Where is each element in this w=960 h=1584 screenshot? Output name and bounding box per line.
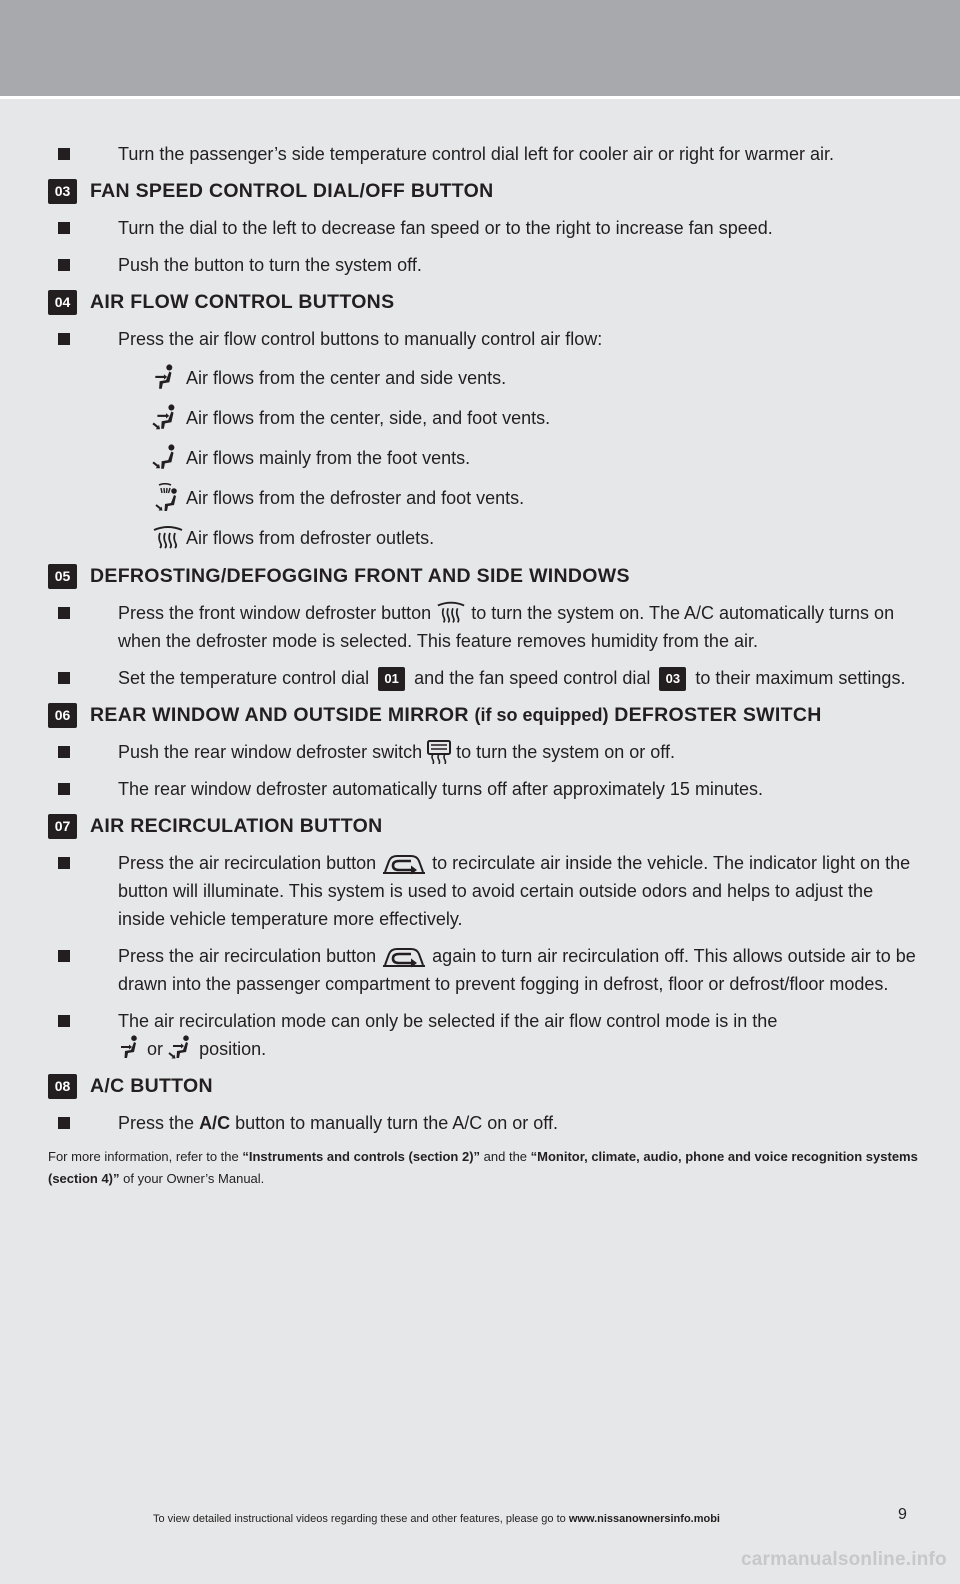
section-heading-04 (48, 288, 918, 316)
text-span: The air recirculation mode can only be selected if the air flow control mode is in the (118, 1011, 778, 1031)
text-span: of your Owner’s Manual. (123, 1171, 265, 1186)
vent-icon (118, 1035, 142, 1061)
text-span: and the fan speed control dial (414, 668, 651, 688)
title-part: (if so equipped) (474, 704, 609, 725)
airflow-mode-bi-level (48, 402, 918, 433)
section-number-badge: 07 (48, 814, 77, 839)
top-band-rule (0, 96, 960, 99)
text-span: To view detailed instructional videos regarding these and other features, please go to (153, 1513, 566, 1525)
section-title: FAN SPEED CONTROL DIAL/OFF BUTTON (90, 179, 494, 202)
text-span: to their maximum settings. (695, 668, 906, 688)
text-span: Press the air recirculation button (118, 853, 377, 873)
section-heading-06 (48, 701, 918, 729)
foot-icon (152, 443, 184, 473)
section-title: A/C BUTTON (90, 1074, 213, 1097)
defrost-icon (152, 523, 184, 553)
text-span: to turn the system on or off. (456, 742, 675, 762)
text-span: or (147, 1039, 164, 1059)
text-span: to turn the system on. The A/C automatically turns on when the defroster mode is selected. This feature removes humidity from the air. (118, 603, 895, 651)
title-part: DEFROSTER SWITCH (614, 703, 822, 726)
airflow-mode-text: Air flows from the defroster and foot vents. (186, 487, 525, 508)
bullet-fan-off: Push the button to turn the system off. (48, 251, 918, 279)
section-number-badge: 04 (48, 290, 77, 315)
text-span: position. (199, 1039, 267, 1059)
footer-link[interactable]: www.nissanownersinfo.mobi (568, 1513, 720, 1525)
text-span: Press the air recirculation button (118, 946, 377, 966)
bi-level-icon (152, 403, 184, 433)
bullet-rear-defroster (48, 738, 918, 766)
airflow-mode-text: Air flows from the center, side, and foot vents. (186, 407, 551, 428)
manual-reference: “Monitor, climate, audio, phone and voice recognition systems (section 4)” (48, 1149, 918, 1186)
section-number-badge: 03 (48, 179, 77, 204)
airflow-mode-text: Air flows from defroster outlets. (186, 527, 435, 548)
reference-badge: 01 (378, 667, 405, 691)
text-span: button to manually turn the A/C on or off. (235, 1113, 558, 1133)
section-heading-07 (48, 812, 918, 840)
section-heading-08 (48, 1072, 918, 1100)
section-title: AIR FLOW CONTROL BUTTONS (90, 290, 395, 313)
bullet-ac (48, 1109, 918, 1137)
ac-label: A/C (199, 1113, 231, 1133)
bullet-recirc-on (48, 849, 918, 933)
bullet-recirc-off (48, 942, 918, 998)
watermark: carmanualsonline.info (741, 1549, 947, 1570)
text-span: Press the (118, 1113, 195, 1133)
airflow-mode-defrost (48, 522, 918, 553)
section-heading-03 (48, 177, 918, 205)
title-part: REAR WINDOW AND OUTSIDE MIRROR (90, 703, 469, 726)
airflow-mode-foot (48, 442, 918, 473)
section-number-badge: 06 (48, 703, 77, 728)
bullet-passenger-temp: Turn the passenger’s side temperature control dial left for cooler air or right for warmer air. (48, 140, 918, 168)
text-span: and the (483, 1149, 528, 1164)
airflow-mode-text: Air flows from the center and side vents. (186, 367, 507, 388)
footer-text (153, 1509, 720, 1529)
text-span: again to turn air recirculation off. This allows outside air to be drawn into the passenger compartment to prevent fogging in defrost, floor or defrost/floor modes. (118, 946, 916, 994)
text-span: Set the temperature control dial (118, 668, 370, 688)
bullet-rear-auto-off: The rear window defroster automatically turns off after approximately 15 minutes. (48, 775, 918, 803)
airflow-mode-text: Air flows mainly from the foot vents. (186, 447, 471, 468)
recirculation-icon (381, 944, 427, 968)
bullet-front-defroster (48, 599, 918, 655)
bullet-fan-dial: Turn the dial to the left to decrease fan speed or to the right to increase fan speed. (48, 214, 918, 242)
text-span: to recirculate air inside the vehicle. The indicator light on the button will illuminate. This system is used to avoid certain outside odors and helps to adjust the inside vehicle temperature more effectively. (118, 853, 911, 929)
section-title: DEFROSTING/DEFOGGING FRONT AND SIDE WINDOWS (90, 564, 630, 587)
page-number: 9 (898, 1506, 907, 1523)
section-heading-05 (48, 562, 918, 590)
bullet-max-settings (48, 664, 918, 692)
text-span: For more information, refer to the (48, 1149, 239, 1164)
main-content (48, 140, 918, 1190)
section-number-badge: 05 (48, 564, 77, 589)
defrost-icon (436, 601, 466, 625)
text-span: Push the rear window defroster switch (118, 742, 423, 762)
reference-badge: 03 (659, 667, 686, 691)
bullet-airflow-intro: Press the air flow control buttons to manually control air flow: (48, 325, 918, 353)
section-number-badge: 08 (48, 1074, 77, 1099)
rear-defroster-icon (427, 740, 451, 764)
defrost-foot-icon (152, 483, 184, 513)
page-footer (0, 1506, 960, 1529)
section-title: AIR RECIRCULATION BUTTON (90, 814, 383, 837)
top-band (0, 0, 960, 96)
bullet-recirc-mode (48, 1007, 918, 1063)
section-title (90, 704, 822, 727)
airflow-mode-vent (48, 362, 918, 393)
text-span: Press the front window defroster button (118, 603, 432, 623)
vent-icon (152, 363, 184, 393)
manual-reference: “Instruments and controls (section 2)” (242, 1149, 481, 1164)
recirculation-icon (381, 851, 427, 875)
bi-level-icon (168, 1035, 194, 1061)
reference-note (48, 1146, 918, 1190)
airflow-mode-defrost-foot (48, 482, 918, 513)
